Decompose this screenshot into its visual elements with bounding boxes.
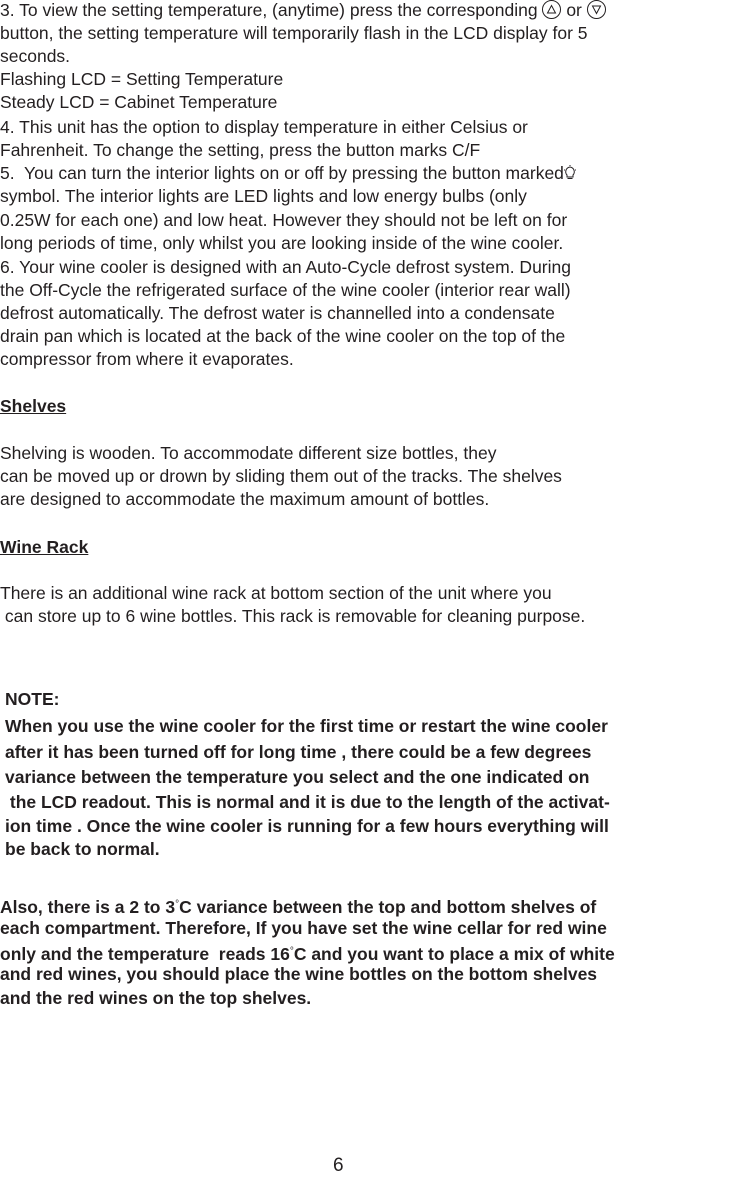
item6-line2: the Off-Cycle the refrigerated surface of the wine cooler (interior rear wall) [0,280,571,300]
also-line4: and red wines, you should place the wine bottles on the bottom shelves [0,964,598,984]
page-number: 6 [333,1155,344,1176]
item5-line3: 0.25W for each one) and low heat. However they should not be left on for [0,210,568,230]
shelves-line3: are designed to accommodate the maximum amount of bottles. [0,489,490,509]
note-line2: after it has been turned off for long time , there could be a few degrees [5,742,592,762]
also-line1: Also, there is a 2 to 3°C variance between the top and bottom shelves of [0,897,597,917]
wine-rack-line2: can store up to 6 wine bottles. This rack is removable for cleaning purpose. [0,606,586,626]
note-line6: be back to normal. [5,839,160,859]
item6-line4: drain pan which is located at the back of the wine cooler on the top of the [0,326,566,346]
shelves-line1: Shelving is wooden. To accommodate different size bottles, they [0,443,497,463]
item4-line2: Fahrenheit. To change the setting, press the button marks C/F [0,140,481,160]
down-button-icon [587,0,606,19]
item5-line2: symbol. The interior lights are LED lights and low energy bulbs (only [0,186,527,206]
item6-line3: defrost automatically. The defrost water is channelled into a condensate [0,303,555,323]
item5-line1: 5. You can turn the interior lights on or off by pressing the button marked [0,163,576,186]
wine-rack-line1: There is an additional wine rack at bottom section of the unit where you [0,583,552,603]
item3-line1: 3. To view the setting temperature, (anytime) press the corresponding or [0,0,606,21]
also-line3: only and the temperature reads 16°C and you want to place a mix of white [0,944,615,964]
item6-line5: compressor from where it evaporates. [0,349,294,369]
also-line2: each compartment. Therefore, If you have set the wine cellar for red wine [0,918,607,938]
also-line5: and the red wines on the top shelves. [0,988,312,1008]
item5-line4: long periods of time, only whilst you are looking inside of the wine cooler. [0,233,564,253]
wine-rack-heading: Wine Rack [0,537,89,557]
item6-line1: 6. Your wine cooler is designed with an Auto-Cycle defrost system. During [0,257,571,277]
note-line4: the LCD readout. This is normal and it is due to the length of the activat- [5,792,610,812]
light-bulb-icon [564,165,576,186]
up-button-icon [542,0,561,19]
shelves-line2: can be moved up or drown by sliding them out of the tracks. The shelves [0,466,562,486]
note-heading: NOTE: [5,689,60,709]
item4-line1: 4. This unit has the option to display temperature in either Celsius or [0,117,528,137]
item3-line3: seconds. [0,46,71,66]
shelves-heading: Shelves [0,396,67,416]
item3-line2: button, the setting temperature will temporarily flash in the LCD display for 5 [0,23,588,43]
steady-lcd-line: Steady LCD = Cabinet Temperature [0,92,278,112]
note-line1: When you use the wine cooler for the first time or restart the wine cooler [5,716,608,736]
flashing-lcd-line: Flashing LCD = Setting Temperature [0,69,284,89]
note-line3: variance between the temperature you select and the one indicated on [5,767,590,787]
note-line5: ion time . Once the wine cooler is running for a few hours everything will [5,816,609,836]
